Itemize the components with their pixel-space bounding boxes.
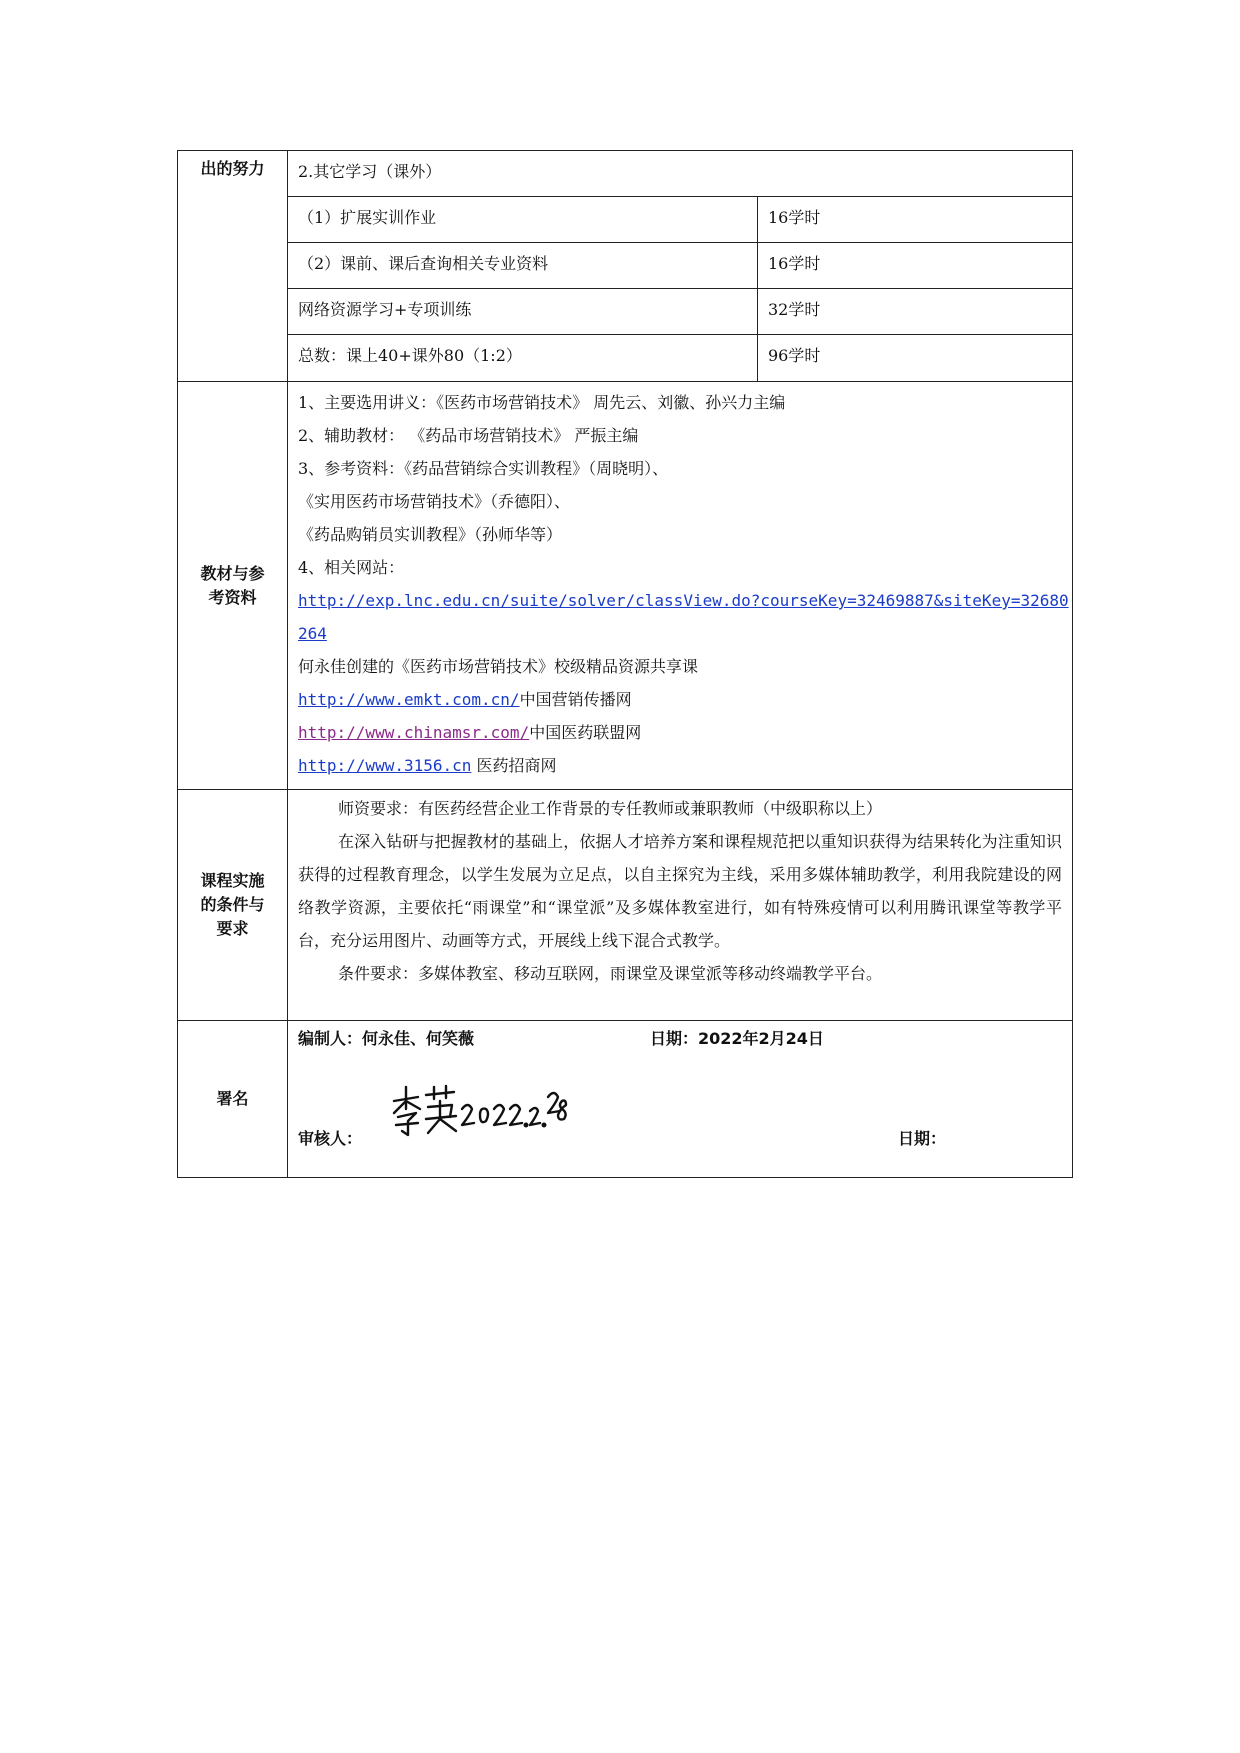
effort-row-item: 总数：课上40+课外80（1:2）: [288, 335, 758, 382]
effort-row-hours: 16学时: [758, 243, 1073, 289]
reviewer-label: 审核人：: [298, 1129, 363, 1148]
course-info-table: [177, 150, 1073, 1178]
conditions-header-line: 课程实施: [200, 871, 265, 890]
materials-line: 2、辅助教材： 《药品市场营销技术》 严振主编: [298, 426, 639, 445]
signature-image: [388, 1079, 568, 1141]
materials-line: 3、参考资料：《药品营销综合实训教程》（周晓明）、: [298, 459, 669, 478]
conditions-paragraph: 在深入钻研与把握教材的基础上，依据人才培养方案和课程规范把以重知识获得为结果转化为注重知识获得的过程教育理念，以学生发展为立足点，以自主探究为主线，采用多媒体辅助教学，利用我院建设的网络教学资源，主要依托“雨课堂”和“课堂派”及多媒体教室进行，如有特殊疫情可以利用腾讯课堂等教学平台，充分运用图片、动画等方式，开展线上线下混合式教学。: [298, 832, 1062, 950]
effort-section-title: 2.其它学习（课外）: [288, 151, 1073, 197]
compile-date: 日期：2022年2月24日: [650, 1029, 824, 1048]
compiler-label: 编制人：何永佳、何笑薇: [298, 1029, 475, 1048]
materials-line: 1、主要选用讲义：《医药市场营销技术》 周先云、刘徽、孙兴力主编: [298, 393, 786, 412]
signature-header: 署名: [178, 1021, 288, 1178]
chinamsr-site-name: 中国医药联盟网: [529, 723, 642, 742]
effort-row-hours: 96学时: [758, 335, 1073, 382]
conditions-header-line: 的条件与: [200, 895, 265, 914]
review-date-label: 日期：: [898, 1129, 947, 1148]
conditions-content: [288, 790, 1073, 1021]
site-3156-link[interactable]: http://www.3156.cn: [298, 756, 472, 775]
materials-header-line: 考资料: [208, 587, 257, 607]
conditions-paragraph: 条件要求：多媒体教室、移动互联网，雨课堂及课堂派等移动终端教学平台。: [338, 964, 883, 983]
chinamsr-link[interactable]: http://www.chinamsr.com/: [298, 723, 530, 742]
materials-line: 4、相关网站：: [298, 558, 405, 577]
signature-content: [288, 1021, 1073, 1178]
conditions-paragraph: 师资要求：有医药经营企业工作背景的专任教师或兼职教师（中级职称以上）: [338, 799, 883, 818]
emkt-link[interactable]: http://www.emkt.com.cn/: [298, 690, 520, 709]
effort-row-hours: 32学时: [758, 289, 1073, 335]
materials-line: 何永佳创建的《医药市场营销技术》校级精品资源共享课: [298, 657, 699, 676]
materials-content: [288, 382, 1073, 790]
materials-line: 《药品购销员实训教程》（孙师华等）: [298, 525, 563, 544]
materials-line: 《实用医药市场营销技术》（乔德阳）、: [298, 492, 571, 511]
materials-header: [178, 382, 288, 790]
site-3156-name: 医药招商网: [471, 756, 557, 775]
materials-header-line: 教材与参: [200, 563, 265, 583]
course-site-link-cont[interactable]: 264: [298, 624, 327, 643]
emkt-site-name: 中国营销传播网: [519, 690, 632, 709]
effort-header: 出的努力: [178, 151, 288, 382]
effort-row-hours: 16学时: [758, 197, 1073, 243]
course-site-link[interactable]: http://exp.lnc.edu.cn/suite/solver/classView.do?courseKey=32469887&siteKey=32680: [298, 591, 1069, 610]
effort-row-item: （1）扩展实训作业: [288, 197, 758, 243]
conditions-header: [178, 790, 288, 1021]
effort-row-item: （2）课前、课后查询相关专业资料: [288, 243, 758, 289]
effort-row-item: 网络资源学习+专项训练: [288, 289, 758, 335]
conditions-header-line: 要求: [216, 919, 249, 938]
handwritten-signature: [388, 1079, 568, 1148]
